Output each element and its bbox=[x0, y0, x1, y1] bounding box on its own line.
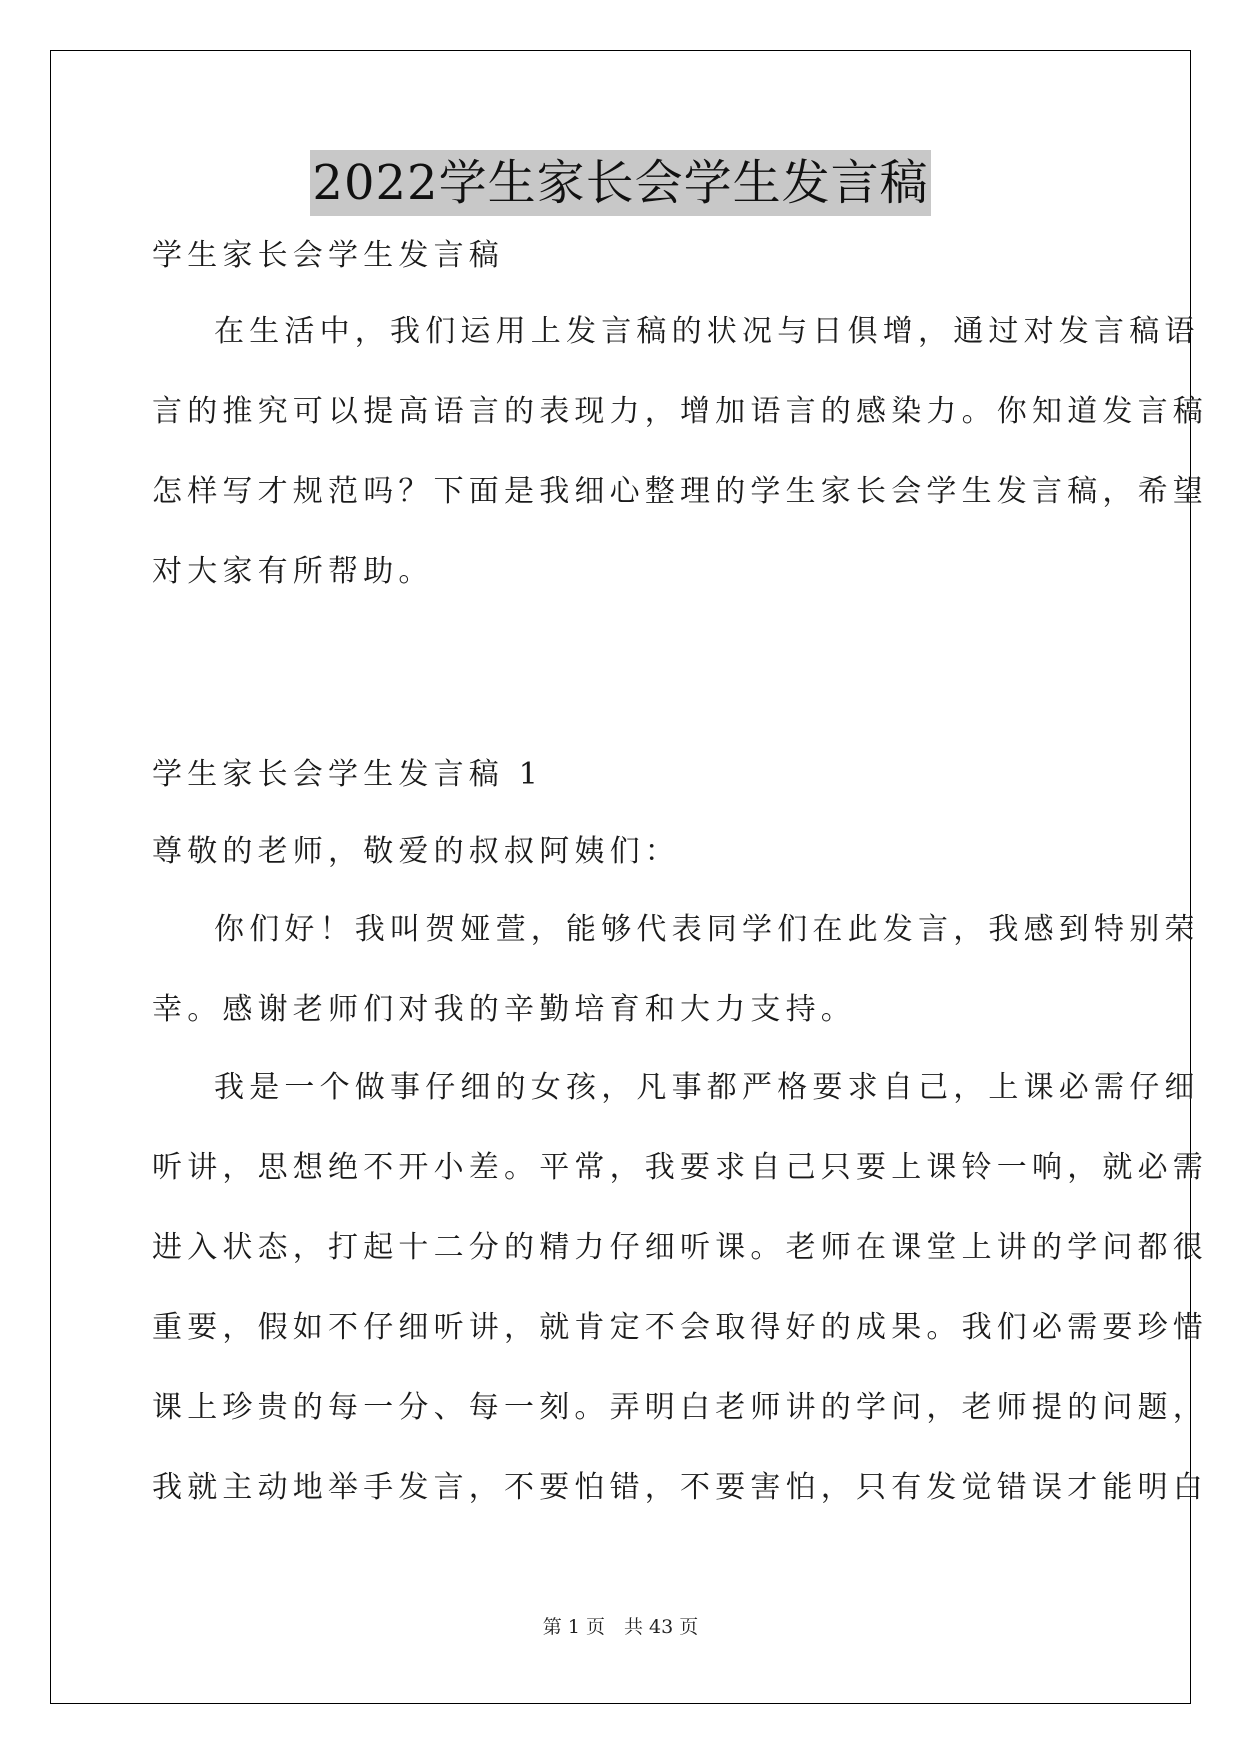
paragraph-line: 课上珍贵的每一分、每一刻。弄明白老师讲的学问，老师提的问题， bbox=[152, 1390, 1208, 1425]
page-footer bbox=[0, 1612, 1241, 1639]
title-container bbox=[0, 150, 1241, 216]
paragraph-2 bbox=[152, 1048, 1208, 1528]
paragraph-line: 听讲，思想绝不开小差。平常，我要求自己只要上课铃一响，就必需 bbox=[152, 1150, 1208, 1185]
intro-line: 言的推究可以提高语言的表现力，增加语言的感染力。你知道发言稿 bbox=[152, 394, 1208, 429]
paragraph-line: 幸。感谢老师们对我的辛勤培育和大力支持。 bbox=[152, 992, 856, 1027]
paragraph-1 bbox=[152, 890, 1200, 1050]
section-heading-block bbox=[152, 735, 1096, 815]
document-subtitle: 学生家长会学生发言稿 bbox=[152, 238, 504, 273]
document-title: 2022学生家长会学生发言稿 bbox=[310, 150, 930, 216]
intro-line: 对大家有所帮助。 bbox=[152, 554, 434, 589]
paragraph-line: 重要，假如不仔细听讲，就肯定不会取得好的成果。我们必需要珍惜 bbox=[152, 1310, 1208, 1345]
salutation-block bbox=[152, 812, 1096, 892]
paragraph-line: 我就主动地举手发言，不要怕错，不要害怕，只有发觉错误才能明白 bbox=[152, 1470, 1208, 1505]
page-number: 第 1 页 共 43 页 bbox=[542, 1616, 699, 1638]
intro-paragraph bbox=[152, 292, 1208, 612]
salutation: 尊敬的老师，敬爱的叔叔阿姨们： bbox=[152, 834, 680, 869]
paragraph-line: 你们好！我叫贺娅萱，能够代表同学们在此发言，我感到特别荣 bbox=[214, 912, 1200, 947]
intro-line: 怎样写才规范吗？下面是我细心整理的学生家长会学生发言稿，希望 bbox=[152, 474, 1208, 509]
subtitle-block bbox=[152, 216, 1096, 296]
paragraph-line: 我是一个做事仔细的女孩，凡事都严格要求自己，上课必需仔细 bbox=[214, 1070, 1200, 1105]
paragraph-line: 进入状态，打起十二分的精力仔细听课。老师在课堂上讲的学问都很 bbox=[152, 1230, 1208, 1265]
section-heading: 学生家长会学生发言稿 1 bbox=[152, 757, 544, 792]
intro-line: 在生活中，我们运用上发言稿的状况与日俱增，通过对发言稿语 bbox=[214, 314, 1200, 349]
